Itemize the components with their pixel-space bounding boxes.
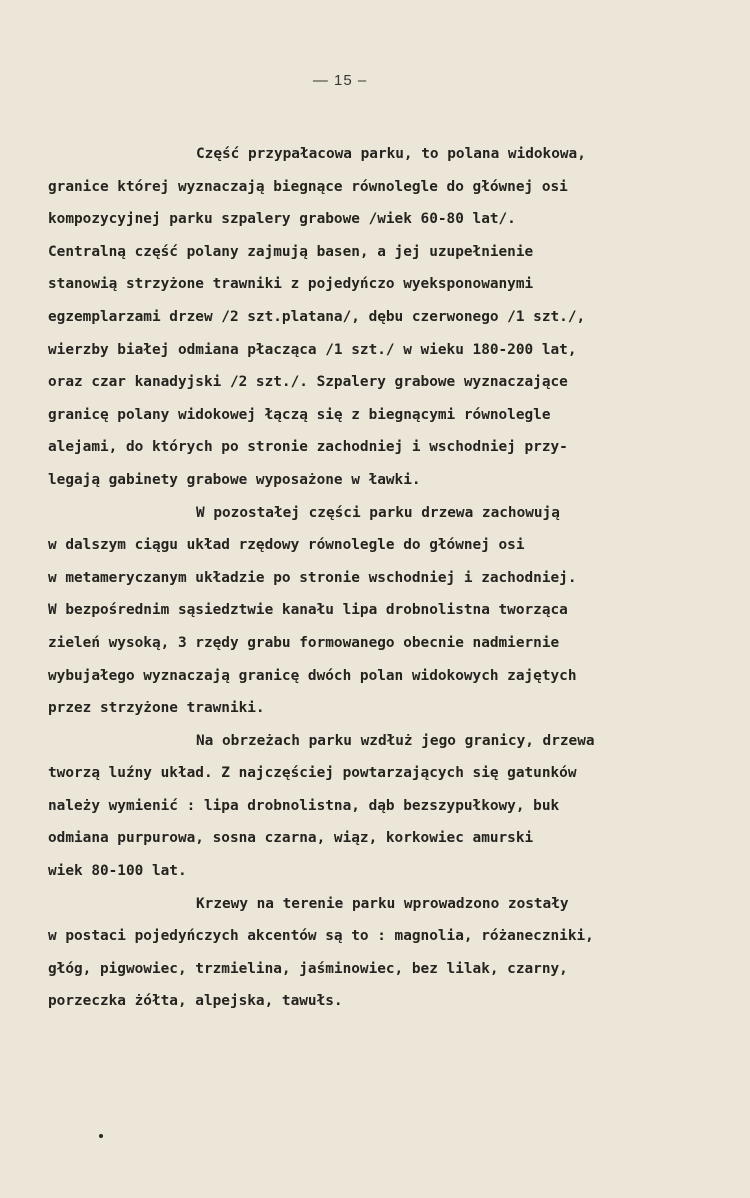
text-line: głóg, pigwowiec, trzmielina, jaśminowiec, bez lilak, czarny, bbox=[48, 960, 568, 977]
text-line: Krzewy na terenie parku wprowadzono zostały bbox=[196, 895, 569, 912]
text-line: wybujałego wyznaczają granicę dwóch polan widokowych zajętych bbox=[48, 667, 577, 684]
text-line: odmiana purpurowa, sosna czarna, wiąz, korkowiec amurski bbox=[48, 830, 534, 847]
text-line: porzeczka żółta, alpejska, tawułs. bbox=[48, 993, 343, 1010]
text-line: w metameryczanym układzie po stronie wschodniej i zachodniej. bbox=[48, 569, 577, 586]
text-line: wiek 80-100 lat. bbox=[48, 863, 187, 880]
text-line: egzemplarzami drzew /2 szt.platana/, dębu czerwonego /1 szt./, bbox=[48, 308, 586, 325]
text-line: W pozostałej części parku drzewa zachowują bbox=[196, 504, 560, 521]
text-line: Na obrzeżach parku wzdłuż jego granicy, drzewa bbox=[196, 732, 595, 749]
page-number: — 15 – bbox=[312, 72, 368, 89]
text-line: oraz czar kanadyjski /2 szt./. Szpalery grabowe wyznaczające bbox=[48, 374, 568, 391]
text-line: kompozycyjnej parku szpalery grabowe /wiek 60-80 lat/. bbox=[48, 211, 516, 228]
text-line: Część przypałacowa parku, to polana widokowa, bbox=[196, 146, 586, 162]
ink-speck bbox=[99, 1134, 103, 1138]
text-line: legają gabinety grabowe wyposażone w ławki. bbox=[48, 471, 421, 488]
text-line: wierzby białej odmiana płacząca /1 szt./ w wieku 180-200 lat, bbox=[48, 341, 577, 358]
text-line: w postaci pojedyńczych akcentów są to : magnolia, różaneczniki, bbox=[48, 928, 594, 945]
text-line: granicę polany widokowej łączą się z biegnącymi równolegle bbox=[48, 406, 551, 423]
text-line: zieleń wysoką, 3 rzędy grabu formowanego obecnie nadmiernie bbox=[48, 634, 560, 651]
body-text bbox=[48, 138, 688, 1018]
text-line: należy wymienić : lipa drobnolistna, dąb bezszypułkowy, buk bbox=[48, 797, 560, 814]
text-line: w dalszym ciągu układ rzędowy równolegle do głównej osi bbox=[48, 537, 525, 554]
text-line: W bezpośrednim sąsiedztwie kanału lipa drobnolistna tworząca bbox=[48, 602, 568, 619]
text-line: granice której wyznaczają biegnące równolegle do głównej osi bbox=[48, 178, 568, 195]
text-line: stanowią strzyżone trawniki z pojedyńczo wyeksponowanymi bbox=[48, 276, 534, 293]
text-line: tworzą luźny układ. Z najczęściej powtarzających się gatunków bbox=[48, 765, 577, 782]
text-line: Centralną część polany zajmują basen, a jej uzupełnienie bbox=[48, 243, 534, 260]
text-line: alejami, do których po stronie zachodniej i wschodniej przy- bbox=[48, 439, 568, 456]
text-line: przez strzyżone trawniki. bbox=[48, 700, 265, 717]
